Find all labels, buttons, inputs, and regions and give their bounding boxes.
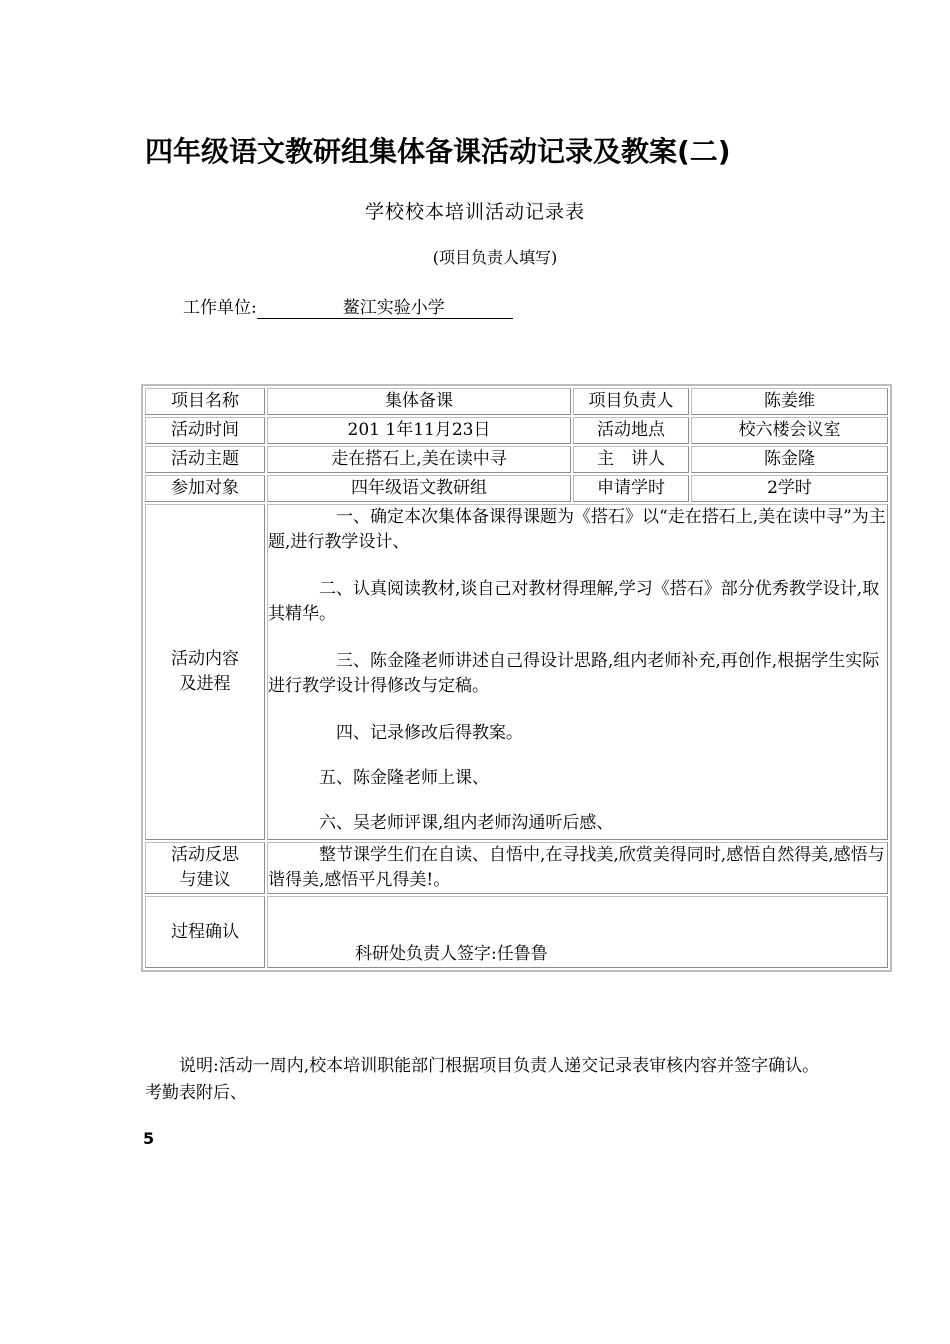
reflection-text: 整节课学生们在自读、自悟中,在寻找美,欣赏美得同时,感悟自然得美,感悟与谐得美,感悟平凡得美!。 [268,845,885,890]
row-value: 2学时 [691,475,888,502]
row-label: 主 讲人 [573,446,689,473]
confirm-cell [267,896,888,968]
reflection-label-text: 活动反思与建议 [171,845,239,890]
reflection-row [145,842,888,894]
row-value: 陈姜维 [691,388,888,415]
content-item: 五、陈金隆老师上课、 [268,768,489,788]
row-value: 四年级语文教研组 [267,475,571,502]
content-item: 三、陈金隆老师讲述自己得设计思路,组内老师补充,再创作,根据学生实际进行教学设计得修改与定稿。 [268,651,880,696]
table-row [145,475,888,502]
content-item: 二、认真阅读教材,谈自己对教材得理解,学习《搭石》部分优秀教学设计,取其精华。 [268,579,880,624]
work-unit-label: 工作单位: [183,298,257,318]
content-row [145,504,888,840]
form-note: (项目负责人填写) [432,248,558,267]
work-unit [183,293,513,319]
row-label: 项目名称 [145,388,265,415]
content-label [145,504,265,840]
content-item: 四、记录修改后得教案。 [268,723,523,743]
reflection-label [145,842,265,894]
document-title: 四年级语文教研组集体备课活动记录及教案(二) [145,135,731,168]
row-value: 集体备课 [267,388,571,415]
table-row [145,388,888,415]
content-cell [267,504,888,840]
row-label: 活动地点 [573,417,689,444]
record-table [141,384,892,972]
reflection-cell [267,842,888,894]
table-row [145,417,888,444]
confirm-label: 过程确认 [145,896,265,968]
row-label: 活动时间 [145,417,265,444]
row-label: 申请学时 [573,475,689,502]
page-number: 5 [143,1129,155,1148]
row-value: 走在搭石上,美在读中寻 [267,446,571,473]
form-title: 学校校本培训活动记录表 [364,201,585,223]
row-label: 项目负责人 [573,388,689,415]
table-row [145,446,888,473]
confirm-signature: 科研处负责人签字:任鲁鲁 [270,944,548,964]
content-item: 一、确定本次集体备课得课题为《搭石》以“走在搭石上,美在读中寻”为主题,进行教学设计、 [268,507,886,552]
explanation-text: 说明:活动一周内,校本培训职能部门根据项目负责人递交记录表审核内容并签字确认。考勤表附后、 [145,1056,820,1103]
content-label-text: 活动内容及进程 [171,649,239,694]
confirm-row [145,896,888,968]
content-item: 六、吴老师评课,组内老师沟通听后感、 [268,813,614,833]
work-unit-value: 鳌江实验小学 [257,298,513,319]
row-value: 陈金隆 [691,446,888,473]
row-label: 参加对象 [145,475,265,502]
row-value: 201 1年11月23日 [267,417,571,444]
row-label: 活动主题 [145,446,265,473]
row-value: 校六楼会议室 [691,417,888,444]
